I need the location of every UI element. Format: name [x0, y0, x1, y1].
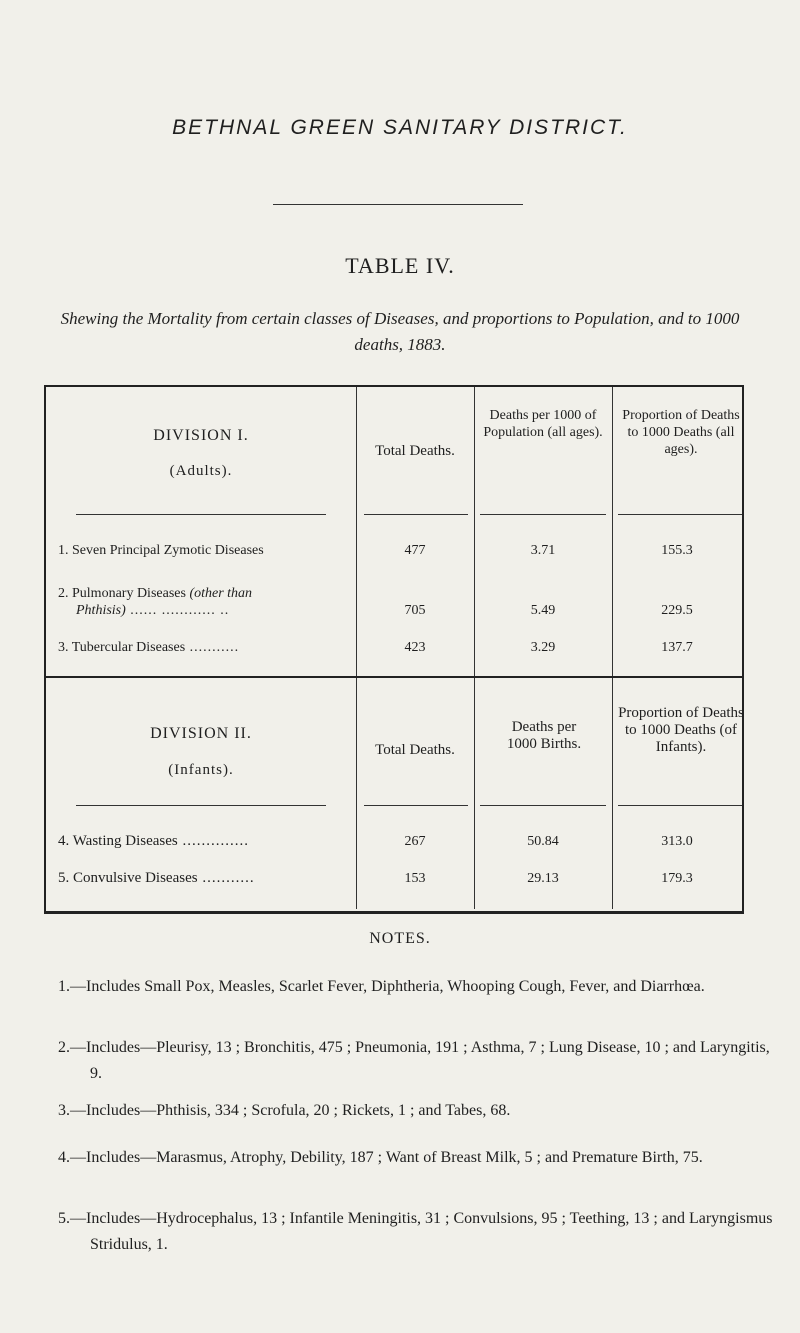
division2-col-rate: Deaths per 1000 Births. [506, 719, 582, 752]
district-heading: BETHNAL GREEN SANITARY DISTRICT. [172, 116, 628, 139]
row-label: 1. Seven Principal Zymotic Diseases [58, 543, 264, 558]
header-rule [618, 805, 742, 806]
column-rule [612, 387, 613, 676]
division2-title: DIVISION II. [150, 725, 252, 742]
rate-cell: 3.29 [530, 640, 556, 655]
division1-col-total: Total Deaths. [375, 443, 455, 459]
proportion-cell: 155.3 [661, 543, 693, 558]
header-rule [364, 514, 468, 515]
header-rule [76, 514, 326, 515]
header-rule [76, 805, 326, 806]
header-rule [480, 805, 606, 806]
division1-col-prop: Proportion of Deaths to 1000 Deaths (all ages). [622, 408, 740, 457]
proportion-cell: 179.3 [661, 871, 693, 886]
divider-rule [273, 204, 523, 205]
row-label-continued: Phthisis) ...... ............ .. [76, 603, 230, 618]
row-label: 3. Tubercular Diseases ........... [58, 640, 240, 655]
rate-cell: 3.71 [530, 543, 556, 558]
division2-subtitle: (Infants). [168, 762, 234, 778]
proportion-cell: 229.5 [661, 603, 693, 618]
header-rule [364, 805, 468, 806]
division1-title: DIVISION I. [153, 427, 249, 444]
row-label: 4. Wasting Diseases .............. [58, 833, 250, 849]
table-subtitle: Shewing the Mortality from certain classes of Diseases, and proportions to Population, and to 1000 deaths, 1883. [60, 309, 740, 354]
rate-cell: 50.84 [527, 834, 559, 849]
proportion-cell: 137.7 [661, 640, 693, 655]
column-rule [356, 387, 357, 676]
note-item: 2.—Includes—Pleurisy, 13 ; Bronchitis, 475 ; Pneumonia, 191 ; Asthma, 7 ; Lung Disease, 10 ; and Laryngitis, 9. [58, 1039, 770, 1082]
division-separator [46, 676, 742, 678]
total-deaths-cell: 705 [404, 603, 426, 618]
note-item: 4.—Includes—Marasmus, Atrophy, Debility, 187 ; Want of Breast Milk, 5 ; and Premature Birth, 75. [58, 1149, 703, 1166]
note-item: 5.—Includes—Hydrocephalus, 13 ; Infantile Meningitis, 31 ; Convulsions, 95 ; Teething, 13 ; and Laryngismus Stridulus, 1. [58, 1210, 773, 1253]
rate-cell: 29.13 [527, 871, 559, 886]
notes-heading: NOTES. [369, 930, 431, 947]
mortality-table [44, 385, 744, 914]
division2-col-prop: Proportion of Deaths to 1000 Deaths (of Infants). [618, 705, 744, 755]
header-rule [480, 514, 606, 515]
division2-col-total: Total Deaths. [375, 742, 455, 758]
header-rule [618, 514, 742, 515]
total-deaths-cell: 423 [404, 640, 426, 655]
division1-subtitle: (Adults). [169, 463, 233, 479]
row-label: 5. Convulsive Diseases ........... [58, 870, 255, 886]
note-item: 1.—Includes Small Pox, Measles, Scarlet Fever, Diphtheria, Whooping Cough, Fever, and Diarrhœa. [58, 978, 705, 995]
column-rule [474, 387, 475, 676]
proportion-cell: 313.0 [661, 834, 693, 849]
total-deaths-cell: 267 [404, 834, 426, 849]
table-title: TABLE IV. [345, 253, 455, 278]
rate-cell: 5.49 [530, 603, 556, 618]
division1-col-rate: Deaths per 1000 of Population (all ages). [483, 408, 603, 440]
row-label: 2. Pulmonary Diseases (other than [58, 586, 253, 601]
note-item: 3.—Includes—Phthisis, 334 ; Scrofula, 20 ; Rickets, 1 ; and Tabes, 68. [58, 1102, 511, 1119]
total-deaths-cell: 477 [404, 543, 426, 558]
total-deaths-cell: 153 [404, 871, 426, 886]
